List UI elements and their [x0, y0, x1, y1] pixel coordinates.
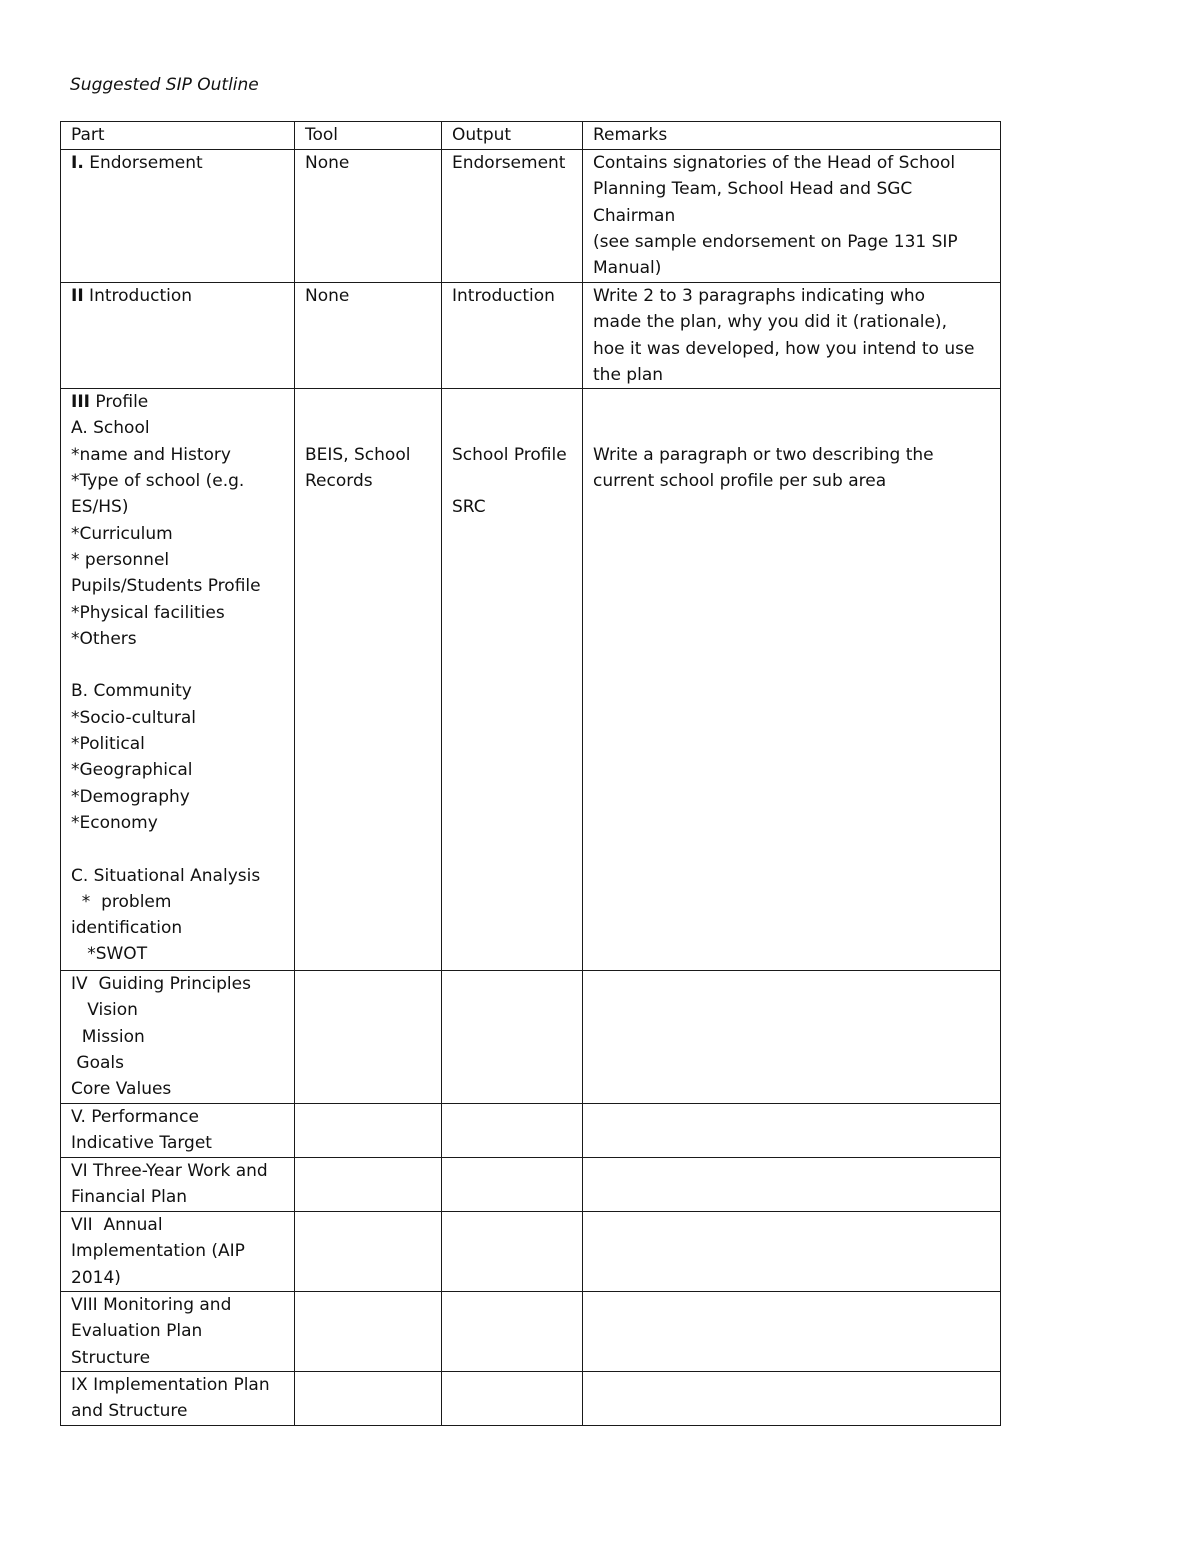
output-cell: Introduction: [442, 283, 583, 389]
remarks-cell: Write a paragraph or two describing the current school profile per sub area: [583, 389, 1001, 971]
remarks-cell: [583, 1158, 1001, 1212]
tool-cell: [295, 1104, 442, 1158]
tool-cell: None: [295, 150, 442, 283]
output-cell: [442, 1212, 583, 1292]
table-row-implementation-plan: [61, 1372, 1001, 1426]
remarks-cell: [583, 971, 1001, 1104]
output-cell: Endorsement: [442, 150, 583, 283]
table-row-work-financial-plan: [61, 1158, 1001, 1212]
table-row-annual-implementation: [61, 1212, 1001, 1292]
part-cell: IX Implementation Plan and Structure: [61, 1372, 295, 1426]
part-cell: VI Three-Year Work and Financial Plan: [61, 1158, 295, 1212]
part-cell: V. Performance Indicative Target: [61, 1104, 295, 1158]
part-cell: III Profile A. School *name and History *Type of school (e.g. ES/HS) *Curriculum * personnel Pupils/Students Profile *Physical facilities *Others B. Community *Socio-cultural *Political *Geographical *Demography *Economy C. Situational Analysis * problem identification *SWOT: [61, 389, 295, 971]
remarks-cell: [583, 1292, 1001, 1372]
header-part: Part: [61, 122, 295, 150]
table-header-row: [61, 122, 1001, 150]
part-cell: VIII Monitoring and Evaluation Plan Structure: [61, 1292, 295, 1372]
blank-line: [71, 836, 284, 862]
output-cell: [442, 1158, 583, 1212]
tool-cell: BEIS, School Records: [295, 389, 442, 971]
output-cell: [442, 1104, 583, 1158]
remarks-cell: [583, 1372, 1001, 1426]
header-output: Output: [442, 122, 583, 150]
remarks-cell: Contains signatories of the Head of School Planning Team, School Head and SGC Chairman (see sample endorsement on Page 131 SIP Manual): [583, 150, 1001, 283]
output-cell: [442, 971, 583, 1104]
table-row-introduction: [61, 283, 1001, 389]
table-row-performance-target: [61, 1104, 1001, 1158]
remarks-cell: [583, 1104, 1001, 1158]
header-tool: Tool: [295, 122, 442, 150]
document-title: Suggested SIP Outline: [70, 75, 259, 95]
tool-cell: [295, 1212, 442, 1292]
table-row-endorsement: [61, 150, 1001, 283]
table-row-profile: [61, 389, 1001, 971]
part-cell: IV Guiding Principles Vision Mission Goals Core Values: [61, 971, 295, 1104]
header-remarks: Remarks: [583, 122, 1001, 150]
part-cell: I. Endorsement: [61, 150, 295, 283]
table-row-guiding-principles: [61, 971, 1001, 1104]
tool-cell: [295, 1372, 442, 1426]
part-cell: II Introduction: [61, 283, 295, 389]
part-cell: VII Annual Implementation (AIP 2014): [61, 1212, 295, 1292]
tool-cell: [295, 971, 442, 1104]
table-row-monitoring-evaluation: [61, 1292, 1001, 1372]
output-cell: School Profile SRC: [442, 389, 583, 971]
remarks-cell: Write 2 to 3 paragraphs indicating who made the plan, why you did it (rationale), hoe it was developed, how you intend to use the plan: [583, 283, 1001, 389]
tool-cell: None: [295, 283, 442, 389]
tool-cell: [295, 1292, 442, 1372]
tool-cell: [295, 1158, 442, 1212]
remarks-cell: [583, 1212, 1001, 1292]
output-cell: [442, 1372, 583, 1426]
blank-line: [71, 652, 284, 678]
output-cell: [442, 1292, 583, 1372]
sip-outline-table: [60, 121, 1001, 1426]
